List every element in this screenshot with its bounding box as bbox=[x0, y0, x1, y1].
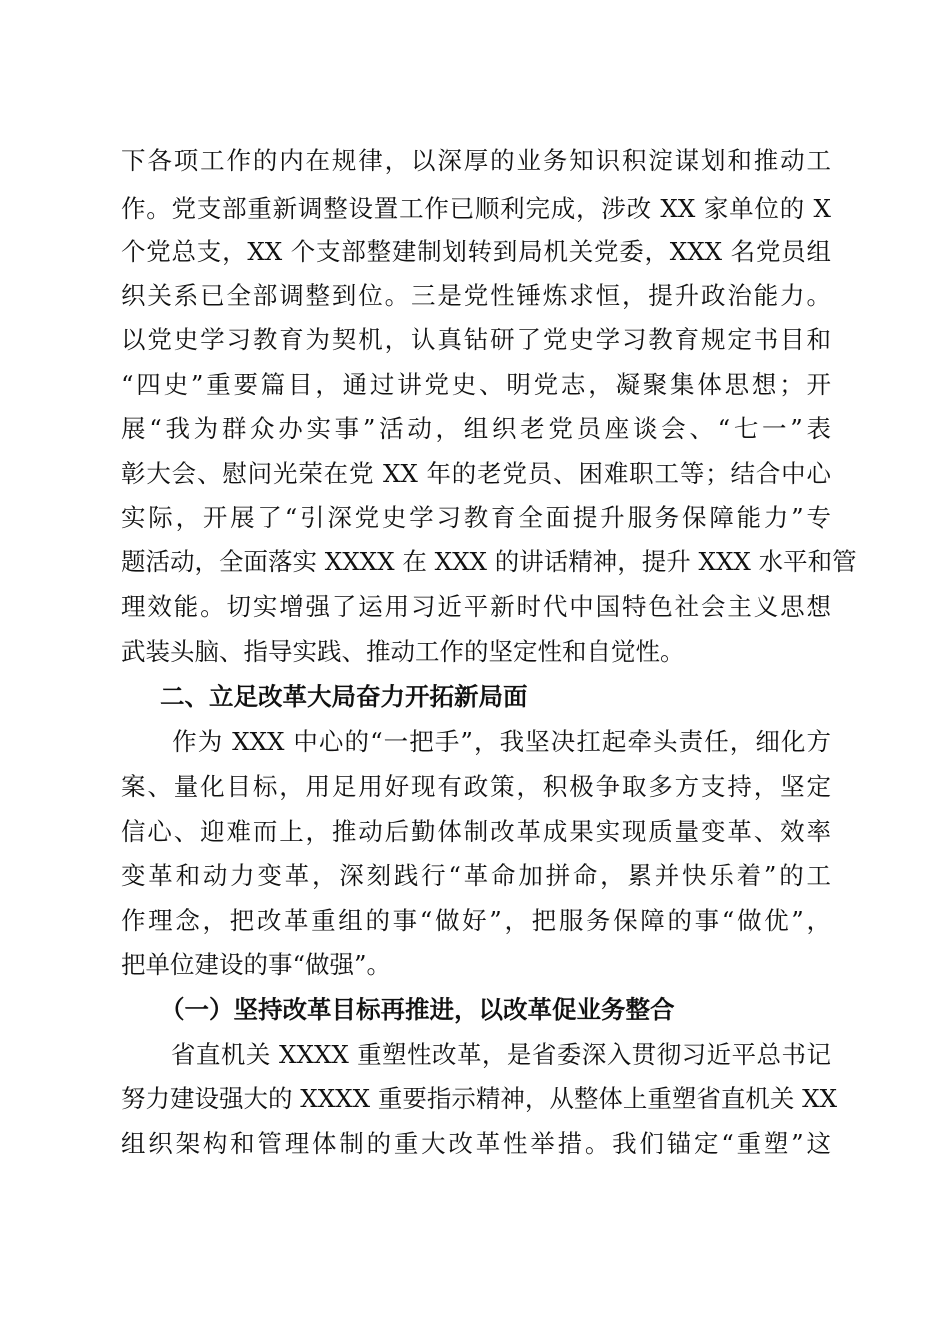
body-line: 题活动，全面落实 XXXX 在 XXX 的讲话精神，提升 XXX 水平和管 bbox=[121, 547, 857, 576]
body-line: 作理念，把改革重组的事“做好”，把服务保障的事“做优”， bbox=[121, 906, 831, 935]
body-line: “四史”重要篇目，通过讲党史、明党志，凝聚集体思想；开 bbox=[121, 370, 831, 399]
sub-heading: （一）坚持改革目标再推进，以改革促业务整合 bbox=[160, 995, 675, 1024]
body-line: 以党史学习教育为契机，认真钻研了党史学习教育规定书目和 bbox=[121, 325, 831, 354]
body-line: 作。党支部重新调整设置工作已顺利完成，涉改 XX 家单位的 X bbox=[121, 194, 831, 223]
body-line: 下各项工作的内在规律，以深厚的业务知识积淀谋划和推动工 bbox=[121, 146, 831, 175]
body-line: 彰大会、慰问光荣在党 XX 年的老党员、困难职工等；结合中心 bbox=[121, 459, 831, 488]
body-line: 信心、迎难而上，推动后勤体制改革成果实现质量变革、效率 bbox=[121, 817, 831, 846]
body-line: 理效能。切实增强了运用习近平新时代中国特色社会主义思想 bbox=[121, 592, 831, 621]
body-line: 省直机关 XXXX 重塑性改革，是省委深入贯彻习近平总书记 bbox=[121, 1040, 831, 1069]
body-line: 个党总支，XX 个支部整建制划转到局机关党委，XXX 名党员组 bbox=[121, 237, 831, 266]
body-line: 把单位建设的事“做强”。 bbox=[121, 950, 392, 979]
body-line: 武装头脑、指导实践、推动工作的坚定性和自觉性。 bbox=[121, 637, 685, 666]
body-line: 变革和动力变革，深刻践行“革命加拼命，累并快乐着”的工 bbox=[121, 861, 831, 890]
body-line: 案、量化目标，用足用好现有政策，积极争取多方支持，坚定 bbox=[121, 772, 831, 801]
body-line: 组织架构和管理体制的重大改革性举措。我们锚定“重塑”这 bbox=[121, 1129, 831, 1158]
body-line: 实际，开展了“引深党史学习教育全面提升服务保障能力”专 bbox=[121, 503, 831, 532]
body-line: 作为 XXX 中心的“一把手”，我坚决扛起牵头责任，细化方 bbox=[121, 727, 831, 756]
body-line: 展“我为群众办实事”活动，组织老党员座谈会、“七一”表 bbox=[121, 414, 831, 443]
body-line: 努力建设强大的 XXXX 重要指示精神，从整体上重塑省直机关 XX bbox=[121, 1084, 838, 1113]
body-line: 织关系已全部调整到位。三是党性锤炼求恒，提升政治能力。 bbox=[121, 281, 831, 310]
section-heading: 二、立足改革大局奋力开拓新局面 bbox=[160, 682, 528, 711]
